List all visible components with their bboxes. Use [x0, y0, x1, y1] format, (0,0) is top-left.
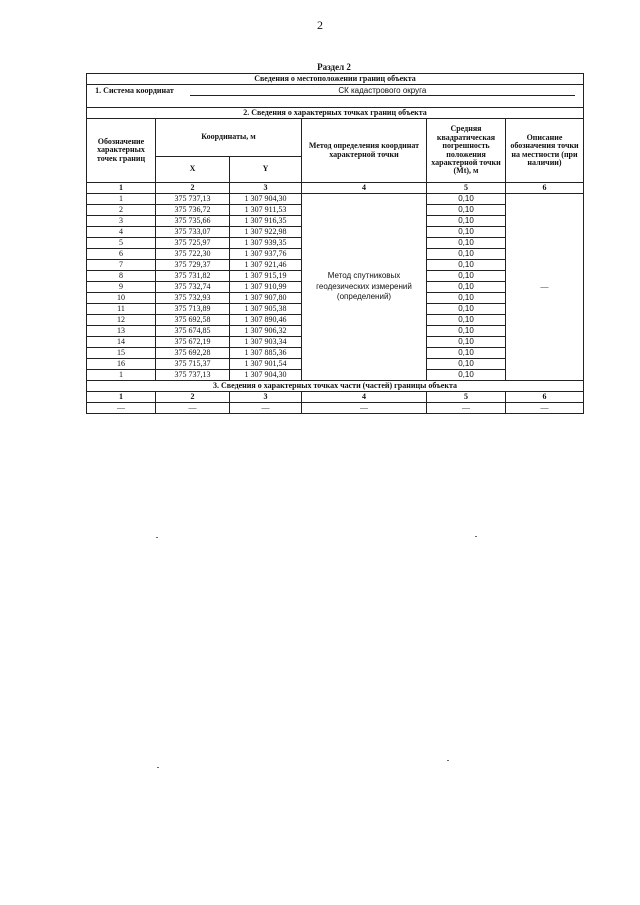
coord-y: 1 307 903,34: [230, 337, 302, 348]
col-number: 4: [302, 392, 427, 403]
coord-system-row: [87, 85, 584, 98]
coord-y: 1 307 904,30: [230, 194, 302, 205]
error-value: 0,10: [427, 260, 506, 271]
point-number: 3: [87, 216, 156, 227]
error-value: 0,10: [427, 315, 506, 326]
coord-x: 375 735,66: [156, 216, 230, 227]
point-number: 16: [87, 359, 156, 370]
header-method: Метод определения координат характерной точки: [302, 119, 427, 183]
page-number: 2: [317, 18, 323, 32]
part3-cell: —: [87, 403, 156, 414]
error-value: 0,10: [427, 238, 506, 249]
table-title: Сведения о местоположении границ объекта: [87, 74, 584, 85]
error-value: 0,10: [427, 359, 506, 370]
part3-cell: —: [156, 403, 230, 414]
coord-x: 375 713,89: [156, 304, 230, 315]
col-number: 3: [230, 183, 302, 194]
error-value: 0,10: [427, 348, 506, 359]
coord-x: 375 737,13: [156, 370, 230, 381]
part2-title-row: [87, 108, 584, 119]
point-number: 12: [87, 315, 156, 326]
coord-y: 1 307 906,32: [230, 326, 302, 337]
table-row: [87, 194, 584, 205]
coord-x: 375 729,37: [156, 260, 230, 271]
coord-x: 375 674,85: [156, 326, 230, 337]
point-number: 5: [87, 238, 156, 249]
header-coords: Координаты, м: [156, 119, 302, 157]
point-number: 2: [87, 205, 156, 216]
error-value: 0,10: [427, 370, 506, 381]
part3-cell: —: [302, 403, 427, 414]
col-number: 5: [427, 392, 506, 403]
part3-column-numbers-row: [87, 392, 584, 403]
coord-x: 375 731,82: [156, 271, 230, 282]
coord-y: 1 307 901,54: [230, 359, 302, 370]
method-cell: Метод спутниковых геодезических измерений (определений): [302, 194, 427, 381]
header-y: Y: [230, 157, 302, 183]
coord-x: 375 732,93: [156, 293, 230, 304]
point-number: 13: [87, 326, 156, 337]
part3-cell: —: [230, 403, 302, 414]
header-row-1: [87, 119, 584, 157]
scan-speck: [156, 537, 158, 538]
point-number: 14: [87, 337, 156, 348]
col-number: 2: [156, 392, 230, 403]
coord-x: 375 737,13: [156, 194, 230, 205]
col-number: 5: [427, 183, 506, 194]
col-number: 6: [506, 183, 584, 194]
coord-y: 1 307 915,19: [230, 271, 302, 282]
point-number: 11: [87, 304, 156, 315]
header-designation: Обозначение характерных точек границ: [87, 119, 156, 183]
coord-x: 375 736,72: [156, 205, 230, 216]
point-number: 6: [87, 249, 156, 260]
point-number: 1: [87, 194, 156, 205]
column-numbers-row: [87, 183, 584, 194]
section-title: Раздел 2: [317, 62, 351, 72]
error-value: 0,10: [427, 304, 506, 315]
point-number: 9: [87, 282, 156, 293]
error-value: 0,10: [427, 194, 506, 205]
col-number: 3: [230, 392, 302, 403]
coord-x: 375 692,28: [156, 348, 230, 359]
coord-x: 375 692,58: [156, 315, 230, 326]
point-number: 4: [87, 227, 156, 238]
part3-data-row: [87, 403, 584, 414]
col-number: 1: [87, 183, 156, 194]
point-number: 1: [87, 370, 156, 381]
boundary-table: [86, 73, 584, 414]
error-value: 0,10: [427, 326, 506, 337]
error-value: 0,10: [427, 271, 506, 282]
part3-title-row: [87, 381, 584, 392]
error-value: 0,10: [427, 282, 506, 293]
coord-y: 1 307 910,99: [230, 282, 302, 293]
col-number: 1: [87, 392, 156, 403]
error-value: 0,10: [427, 216, 506, 227]
coord-y: 1 307 885,36: [230, 348, 302, 359]
coord-y: 1 307 905,38: [230, 304, 302, 315]
coord-x: 375 732,74: [156, 282, 230, 293]
coord-y: 1 307 890,46: [230, 315, 302, 326]
coord-y: 1 307 939,35: [230, 238, 302, 249]
header-error: Средняя квадратическая погрешность положения характерной точки (Mt), м: [427, 119, 506, 183]
error-value: 0,10: [427, 227, 506, 238]
error-value: 0,10: [427, 205, 506, 216]
error-value: 0,10: [427, 337, 506, 348]
point-number: 15: [87, 348, 156, 359]
part3-title: 3. Сведения о характерных точках части (частей) границы объекта: [87, 381, 584, 392]
error-value: 0,10: [427, 293, 506, 304]
scan-speck: [447, 760, 449, 761]
point-number: 8: [87, 271, 156, 282]
col-number: 4: [302, 183, 427, 194]
header-x: X: [156, 157, 230, 183]
coord-y: 1 307 911,53: [230, 205, 302, 216]
coord-x: 375 725,97: [156, 238, 230, 249]
coord-y: 1 307 922,98: [230, 227, 302, 238]
coord-x: 375 672,19: [156, 337, 230, 348]
description-cell: —: [506, 194, 584, 381]
point-number: 7: [87, 260, 156, 271]
coord-y: 1 307 907,80: [230, 293, 302, 304]
scan-speck: [157, 767, 159, 768]
coord-x: 375 733,07: [156, 227, 230, 238]
col-number: 2: [156, 183, 230, 194]
part3-cell: —: [506, 403, 584, 414]
coord-x: 375 722,30: [156, 249, 230, 260]
col-number: 6: [506, 392, 584, 403]
part2-title: 2. Сведения о характерных точках границ объекта: [87, 108, 584, 119]
coord-system-value: СК кадастрового округа: [190, 87, 575, 96]
header-description: Описание обозначения точки на местности (при наличии): [506, 119, 584, 183]
scan-speck: [475, 536, 477, 537]
point-number: 10: [87, 293, 156, 304]
spacer-row: [87, 98, 584, 108]
coord-y: 1 307 916,35: [230, 216, 302, 227]
coord-y: 1 307 937,76: [230, 249, 302, 260]
coord-x: 375 715,37: [156, 359, 230, 370]
coord-system-label: 1. Система координат: [95, 85, 174, 95]
error-value: 0,10: [427, 249, 506, 260]
table-title-row: [87, 74, 584, 85]
part3-cell: —: [427, 403, 506, 414]
coord-y: 1 307 904,30: [230, 370, 302, 381]
coord-y: 1 307 921,46: [230, 260, 302, 271]
